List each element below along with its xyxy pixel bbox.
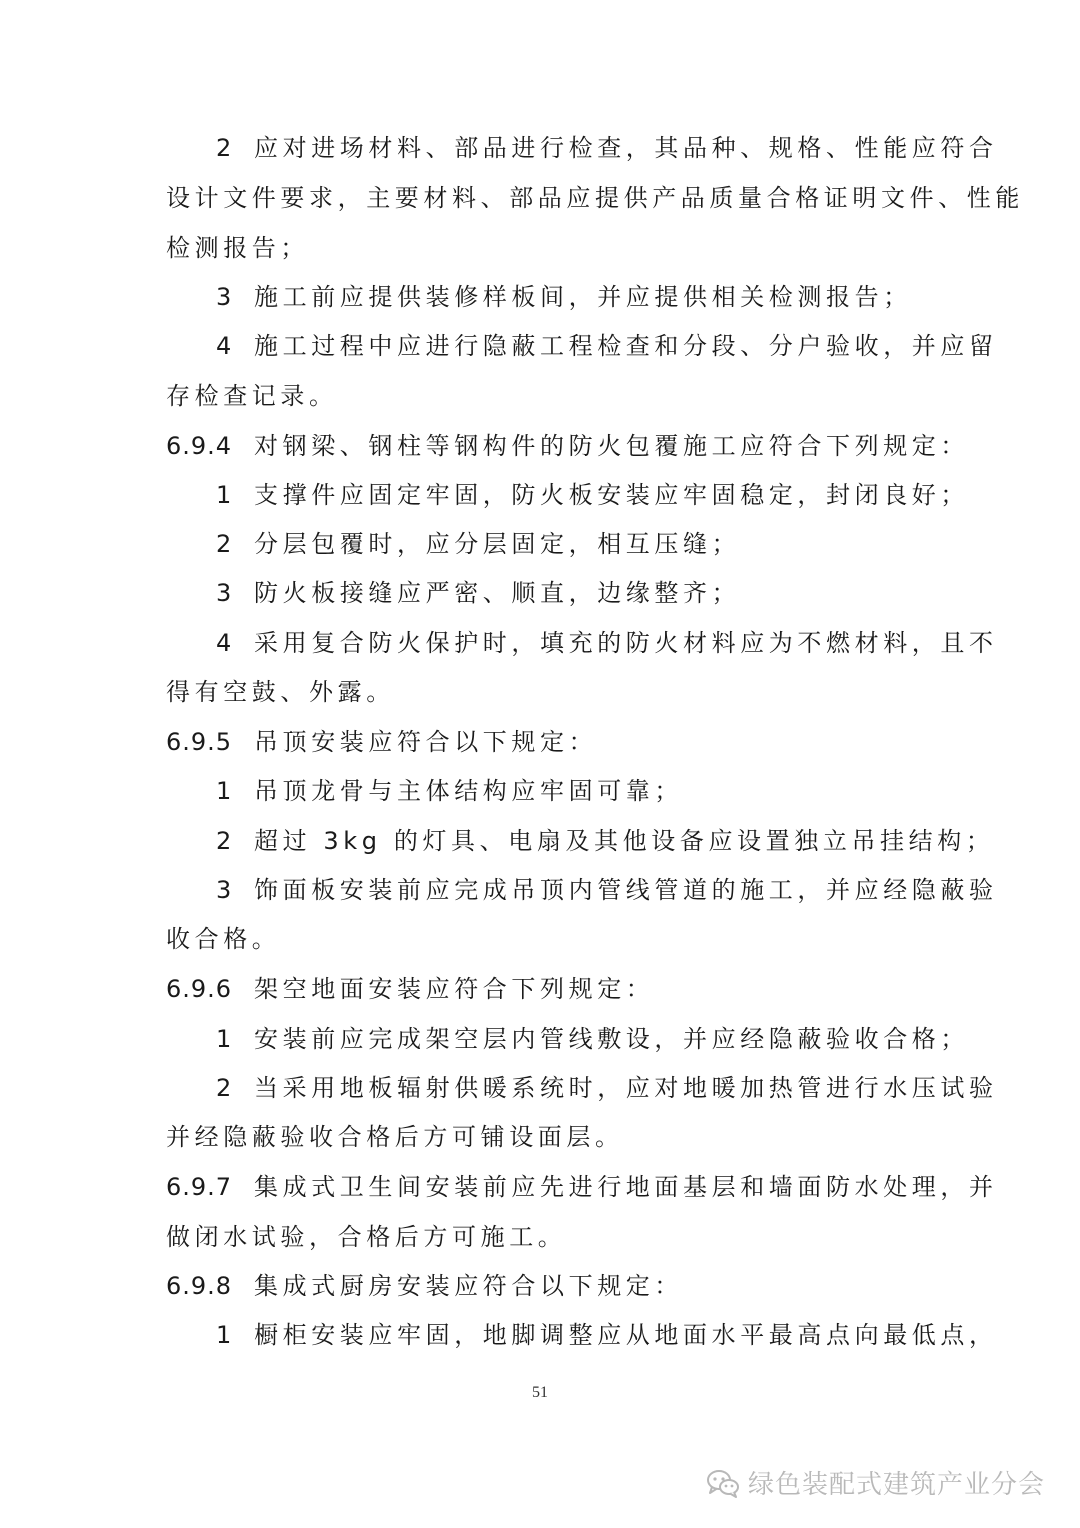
list-item-line [216, 776, 683, 806]
line-text: 超过 3kg 的灯具、电扇及其他设备应设置独立吊挂结构； [254, 827, 995, 855]
continuation-line [166, 1222, 566, 1252]
line-text: 设计文件要求，主要材料、部品应提供产品质量合格证明文件、性能 [166, 184, 1024, 212]
section-line [166, 1271, 683, 1301]
list-item-line [216, 331, 998, 361]
line-text: 收合格。 [166, 925, 281, 953]
list-item-line [216, 826, 994, 856]
section-number: 6.9.7 [166, 1173, 233, 1201]
continuation-line [166, 1122, 624, 1152]
line-text: 施工过程中应进行隐蔽工程检查和分段、分户验收，并应留 [254, 332, 998, 360]
item-number: 4 [216, 332, 232, 360]
line-text: 防火板接缝应严密、顺直，边缘整齐； [254, 579, 741, 607]
line-text: 分层包覆时，应分层固定，相互压缝； [254, 530, 741, 558]
section-line [166, 1172, 998, 1202]
list-item-line [216, 628, 998, 658]
item-number: 2 [216, 1074, 232, 1102]
line-text: 橱柜安装应牢固，地脚调整应从地面水平最高点向最低点， [254, 1321, 998, 1349]
list-item-line [216, 529, 740, 559]
section-number: 6.9.6 [166, 975, 233, 1003]
line-text: 吊顶安装应符合以下规定： [254, 728, 598, 756]
item-number: 4 [216, 629, 232, 657]
line-text: 对钢梁、钢柱等钢构件的防火包覆施工应符合下列规定： [254, 432, 969, 460]
line-text: 饰面板安装前应完成吊顶内管线管道的施工，并应经隐蔽验 [254, 876, 998, 904]
line-text: 集成式卫生间安装前应先进行地面基层和墙面防水处理，并 [254, 1173, 998, 1201]
section-line [166, 974, 654, 1004]
line-text: 并经隐蔽验收合格后方可铺设面层。 [166, 1123, 624, 1151]
item-number: 1 [216, 777, 232, 805]
list-item-line [216, 480, 969, 510]
item-number: 3 [216, 876, 232, 904]
continuation-line [166, 924, 280, 954]
line-text: 采用复合防火保护时，填充的防火材料应为不燃材料，且不 [254, 629, 998, 657]
continuation-line [166, 677, 395, 707]
item-number: 2 [216, 530, 232, 558]
line-text: 存检查记录。 [166, 382, 338, 410]
line-text: 架空地面安装应符合下列规定： [254, 975, 655, 1003]
line-text: 吊顶龙骨与主体结构应牢固可靠； [254, 777, 683, 805]
wechat-icon [706, 1468, 740, 1498]
section-number: 6.9.4 [166, 432, 233, 460]
section-number: 6.9.8 [166, 1272, 233, 1300]
item-number: 1 [216, 481, 232, 509]
line-text: 施工前应提供装修样板间，并应提供相关检测报告； [254, 283, 912, 311]
section-line [166, 431, 969, 461]
list-item-line [216, 1073, 998, 1103]
list-item-line [216, 282, 912, 312]
line-text: 支撑件应固定牢固，防火板安装应牢固稳定，封闭良好； [254, 481, 969, 509]
page-number: 51 [532, 1384, 548, 1401]
line-text: 集成式厨房安装应符合以下规定： [254, 1272, 683, 1300]
continuation-line [166, 233, 309, 263]
line-text: 应对进场材料、部品进行检查，其品种、规格、性能应符合 [254, 134, 998, 162]
list-item-line [216, 1320, 998, 1350]
list-item-line [216, 1024, 969, 1054]
item-number: 2 [216, 827, 232, 855]
section-line [166, 727, 597, 757]
item-number: 1 [216, 1321, 232, 1349]
line-text: 得有空鼓、外露。 [166, 678, 395, 706]
line-text: 检测报告； [166, 234, 309, 262]
item-number: 3 [216, 579, 232, 607]
line-text: 安装前应完成架空层内管线敷设，并应经隐蔽验收合格； [254, 1025, 969, 1053]
line-text: 做闭水试验，合格后方可施工。 [166, 1223, 567, 1251]
section-number: 6.9.5 [166, 728, 233, 756]
continuation-line [166, 183, 1024, 213]
continuation-line [166, 381, 338, 411]
item-number: 2 [216, 134, 232, 162]
item-number: 3 [216, 283, 232, 311]
list-item-line [216, 133, 998, 163]
item-number: 1 [216, 1025, 232, 1053]
list-item-line [216, 875, 998, 905]
list-item-line [216, 578, 740, 608]
watermark [706, 1464, 1045, 1501]
line-text: 当采用地板辐射供暖系统时，应对地暖加热管进行水压试验 [254, 1074, 998, 1102]
watermark-text: 绿色装配式建筑产业分会 [748, 1470, 1046, 1500]
